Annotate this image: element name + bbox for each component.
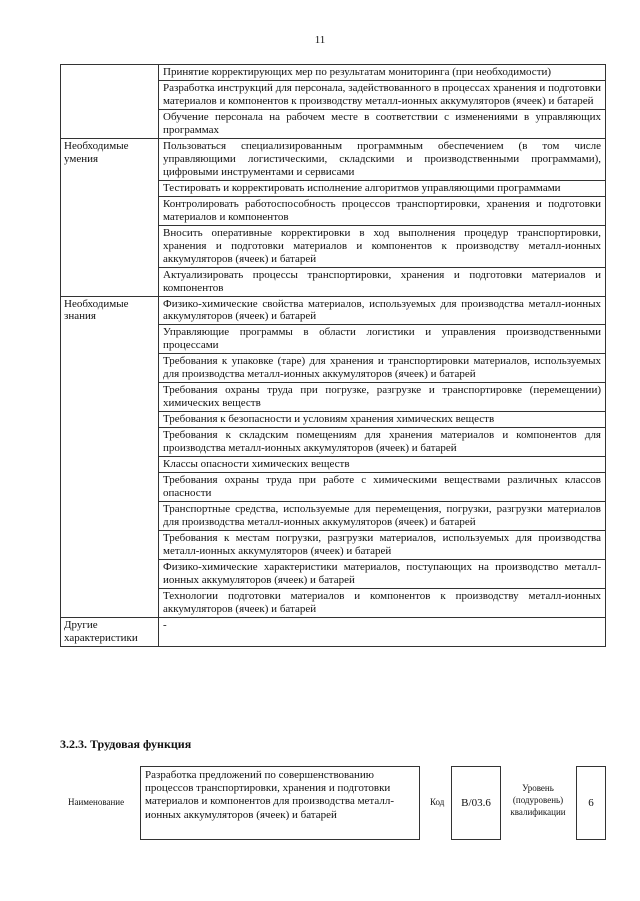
row-text: Пользоваться специализированным программным обеспечением (в том числе управляющими логистическими, складскими и производственными программами), цифровыми инструментами и сервисами	[159, 138, 606, 180]
requirements-table	[60, 64, 606, 647]
section-heading: 3.2.3. Трудовая функция	[60, 737, 192, 751]
row-text: Управляющие программы в области логистики и управления производственными процессами	[159, 325, 606, 354]
row-text: Вносить оперативные корректировки в ход выполнения процедур транспортировки, хранения и подготовки материалов и компонентов к производству металл-ионных аккумуляторов (ячеек) и батарей	[159, 225, 606, 267]
row-text: Требования к безопасности и условиям хранения химических веществ	[159, 412, 606, 428]
row-label: Другие характеристики	[61, 617, 159, 646]
row-text: Физико-химические свойства материалов, используемых для производства металл-ионных аккумуляторов (ячеек) и батарей	[159, 296, 606, 325]
row-text: Принятие корректирующих мер по результатам мониторинга (при необходимости)	[159, 65, 606, 81]
row-text: Обучение персонала на рабочем месте в соответствии с изменениями в управляющих программах	[159, 109, 606, 138]
page-number: 11	[314, 34, 326, 46]
qualification-level-label-line1: Уровень	[522, 783, 554, 793]
qualification-level-label	[505, 782, 571, 818]
table-row	[61, 296, 606, 325]
table-row	[61, 65, 606, 81]
name-value: Разработка предложений по совершенствованию процессов транспортировки, хранения и подготовки материалов и компонентов для производства металл-ионных аккумуляторов (ячеек) и батарей	[140, 766, 420, 840]
row-text: Тестировать и корректировать исполнение алгоритмов управляющими программами	[159, 180, 606, 196]
row-text: Разработка инструкций для персонала, задействованного в процессах хранения и подготовки материалов и компонентов к производству металл-ионных аккумуляторов (ячеек) и батарей	[159, 80, 606, 109]
row-text: Требования охраны труда при погрузке, разгрузке и транспортировке (перемещении) химических веществ	[159, 383, 606, 412]
table-row	[61, 138, 606, 180]
row-text: Требования к складским помещениям для хранения материалов и компонентов для производства металл-ионных аккумуляторов (ячеек) и батарей	[159, 428, 606, 457]
row-text: Контролировать работоспособность процессов транспортировки, хранения и подготовки материалов и компонентов	[159, 196, 606, 225]
row-text: Требования к упаковке (таре) для хранения и транспортировки материалов, используемых для производства металл-ионных аккумуляторов (ячеек) и батарей	[159, 354, 606, 383]
row-text: -	[159, 617, 606, 646]
table-row	[61, 617, 606, 646]
name-label: Наименование	[68, 797, 125, 807]
row-label: Необходимые умения	[61, 138, 159, 296]
row-label	[61, 65, 159, 139]
row-text: Актуализировать процессы транспортировки, хранения и подготовки материалов и компонентов	[159, 267, 606, 296]
row-label: Необходимые знания	[61, 296, 159, 617]
qualification-level-label-line2: (подуровень)	[512, 795, 564, 806]
qualification-level-label-line3: квалификации	[510, 807, 566, 818]
row-text: Транспортные средства, используемые для перемещения, погрузки, разгрузки материалов для производства металл-ионных аккумуляторов (ячеек) и батарей	[159, 502, 606, 531]
row-text: Классы опасности химических веществ	[159, 457, 606, 473]
row-text: Технологии подготовки материалов и компонентов к производству металл-ионных аккумуляторов (ячеек) и батарей	[159, 588, 606, 617]
qualification-level-value: 6	[576, 766, 606, 840]
row-text: Физико-химические характеристики материалов, поступающих на производство металл-ионных аккумуляторов (ячеек) и батарей	[159, 559, 606, 588]
row-text: Требования к местам погрузки, разгрузки материалов, используемых для производства металл-ионных аккумуляторов (ячеек) и батарей	[159, 531, 606, 560]
row-text: Требования охраны труда при работе с химическими веществами различных классов опасности	[159, 473, 606, 502]
code-value: B/03.6	[451, 766, 501, 840]
code-label: Код	[430, 797, 445, 807]
